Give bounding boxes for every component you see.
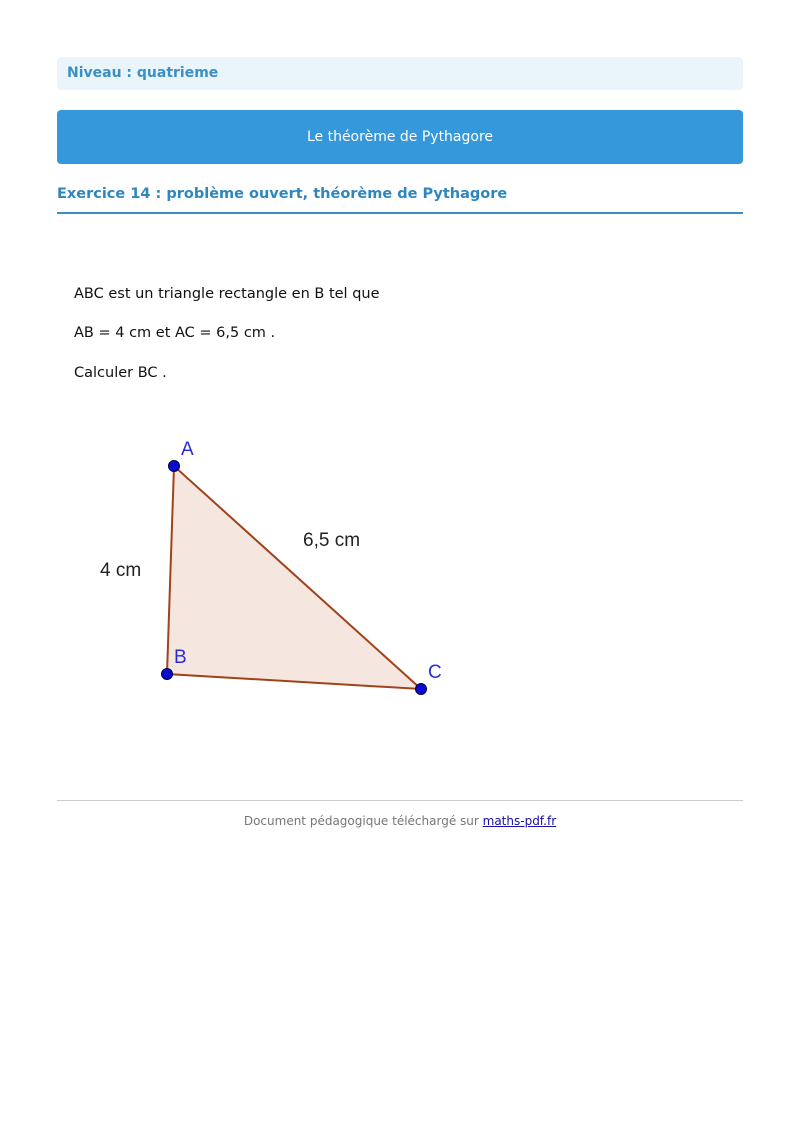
level-label: Niveau : quatrieme bbox=[67, 65, 219, 81]
footer-divider bbox=[57, 800, 743, 801]
label-b: B bbox=[174, 647, 187, 668]
footer bbox=[57, 814, 743, 828]
statement-line-2: AB = 4 cm et AC = 6,5 cm . bbox=[74, 325, 276, 341]
footer-text: Document pédagogique téléchargé sur bbox=[243, 814, 483, 828]
point-c bbox=[416, 684, 427, 695]
point-a bbox=[169, 461, 180, 472]
label-a: A bbox=[181, 439, 194, 460]
triangle-abc bbox=[167, 466, 421, 689]
label-ab-length: 4 cm bbox=[100, 560, 142, 581]
statement-line-1: ABC est un triangle rectangle en B tel que bbox=[74, 286, 380, 302]
label-ac-length: 6,5 cm bbox=[303, 530, 361, 551]
footer-link[interactable]: maths-pdf.fr bbox=[482, 814, 557, 828]
point-b bbox=[162, 669, 173, 680]
statement-line-3: Calculer BC . bbox=[74, 365, 167, 381]
chapter-banner: Le théorème de Pythagore bbox=[57, 110, 743, 164]
label-c: C bbox=[428, 662, 442, 683]
exercise-title: Exercice 14 : problème ouvert, théorème de Pythagore bbox=[57, 186, 508, 202]
